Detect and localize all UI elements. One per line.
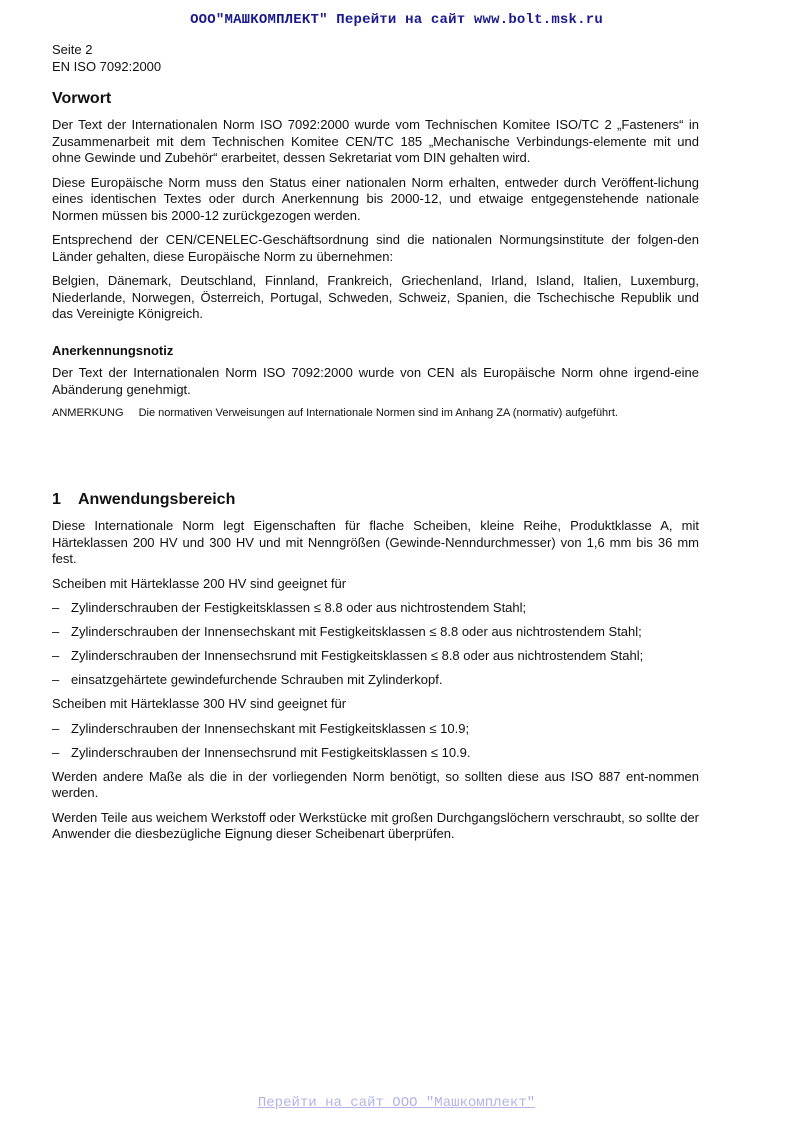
- foreword-paragraph: Diese Europäische Norm muss den Status einer nationalen Norm erhalten, entweder durch Veröffent-lichung eines identischen Textes oder durch Anerkennung bis 2000-12, und etwaige entgegenstehende nationale Normen müssen bis 2000-12 zurückgezogen werden.: [52, 174, 699, 223]
- hv200-intro: Scheiben mit Härteklasse 200 HV sind geeignet für: [52, 575, 347, 591]
- endorsement-text: Der Text der Internationalen Norm ISO 7092:2000 wurde von CEN als Europäische Norm ohne irgend-eine Abänderung genehmigt.: [52, 365, 699, 397]
- hv300-intro: Scheiben mit Härteklasse 300 HV sind geeignet für: [52, 696, 347, 711]
- foreword-heading: Vorwort: [52, 90, 112, 107]
- scope-closing: Werden Teile aus weichem Werkstoff oder Werkstücke mit großen Durchgangslöchern verschraubt, so sollte der Anwender die diesbezügliche Eignung dieser Scheibenart überprüfen.: [52, 809, 699, 841]
- foreword-paragraph: Belgien, Dänemark, Deutschland, Finnland, Frankreich, Griechenland, Irland, Island, Italien, Luxemburg, Niederlande, Norwegen, Österreich, Portugal, Schweden, Schweiz, Spanien, die Tschechische Republik und das Vereinigte Königreich.: [52, 273, 699, 321]
- site-banner-link[interactable]: ООО"МАШКОМПЛЕКТ" Перейти на сайт www.bolt.msk.ru: [190, 12, 603, 28]
- list-item: – Zylinderschrauben der Innensechskant mit Festigkeitsklassen ≤ 10.9;: [52, 721, 699, 738]
- scope-heading: [52, 490, 699, 510]
- spacer: [52, 428, 699, 476]
- list-item: – Zylinderschrauben der Innensechsrund mit Festigkeitsklassen ≤ 10.9.: [52, 745, 699, 762]
- list-item: – Zylinderschrauben der Innensechskant mit Festigkeitsklassen ≤ 8.8 oder aus nichtrostendem Stahl;: [52, 624, 699, 641]
- endorsement-note: [52, 406, 699, 420]
- note-text: Die normativen Verweisungen auf Internationale Normen sind im Anhang ZA (normativ) aufgeführt.: [138, 407, 618, 419]
- scope-title: Anwendungsbereich: [78, 491, 236, 508]
- footer-site-link[interactable]: Перейти на сайт ООО "Машкомплект": [257, 1095, 536, 1111]
- page-number: Seite 2: [52, 42, 93, 57]
- list-item: – Zylinderschrauben der Festigkeitsklassen ≤ 8.8 oder aus nichtrostendem Stahl;: [52, 600, 699, 617]
- foreword-paragraph: Der Text der Internationalen Norm ISO 7092:2000 wurde vom Technischen Komitee ISO/TC 2 „Fasteners“ in Zusammenarbeit mit dem Technischen Komitee CEN/TC 185 „Mechanische Verbindungs-elemente mit und ohne Gewinde und Zubehör“ erarbeitet, dessen Sekretariat vom DIN gehalten wird.: [52, 117, 699, 165]
- scope-closing: Werden andere Maße als die in der vorliegenden Norm benötigt, so sollten diese aus ISO 887 ent-nommen werden.: [52, 768, 699, 800]
- hv300-list: [52, 721, 699, 762]
- list-item: – Zylinderschrauben der Innensechsrund mit Festigkeitsklassen ≤ 8.8 oder aus nichtrostendem Stahl;: [52, 648, 699, 665]
- list-item: – einsatzgehärtete gewindefurchende Schrauben mit Zylinderkopf.: [52, 672, 699, 689]
- note-label: ANMERKUNG: [52, 407, 124, 419]
- document-page: [52, 42, 699, 851]
- endorsement-heading: Anerkennungsnotiz: [52, 342, 174, 358]
- foreword-paragraph: Entsprechend der CEN/CENELEC-Geschäftsordnung sind die nationalen Normungsinstitute der folgen-den Länder gehalten, diese Europäische Norm zu übernehmen:: [52, 232, 699, 264]
- scope-intro: Diese Internationale Norm legt Eigenschaften für flache Scheiben, kleine Reihe, Produktklasse A, mit Härteklassen 200 HV und 300 HV und mit Nenngrößen (Gewinde-Nenndurchmesser) von 1,6 mm bis 36 mm fest.: [52, 518, 699, 566]
- hv200-list: [52, 600, 699, 689]
- standard-id: EN ISO 7092:2000: [52, 58, 162, 74]
- scope-number: 1: [52, 491, 61, 508]
